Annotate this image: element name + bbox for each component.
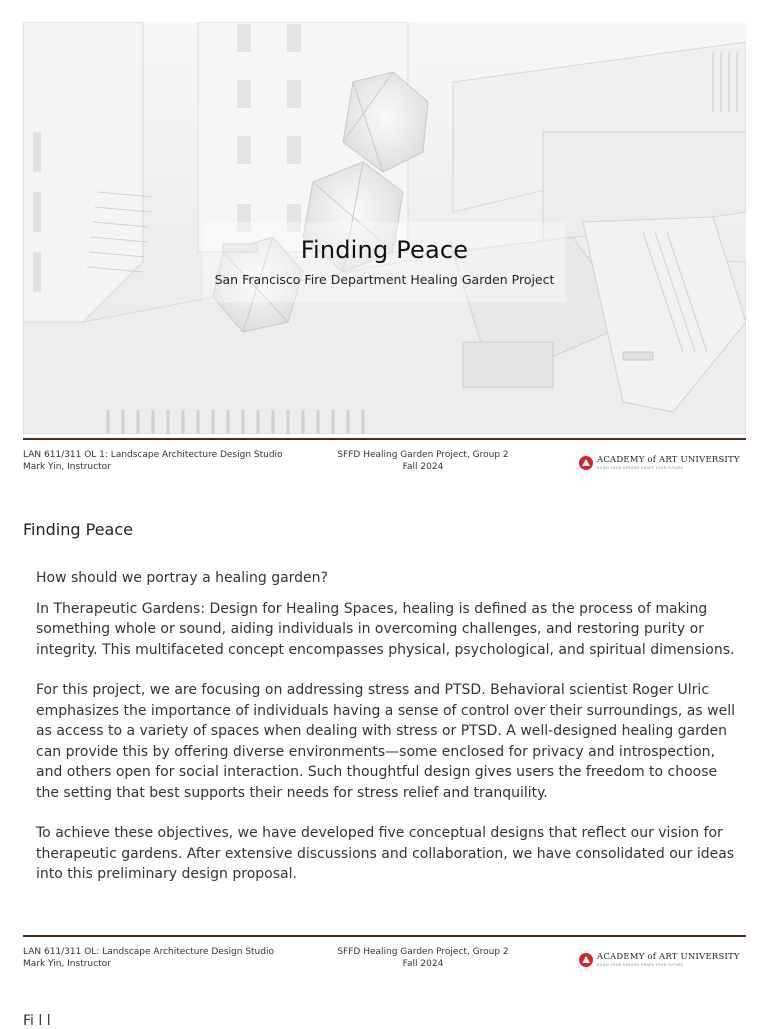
project-label: SFFD Healing Garden Project, Group 2: [337, 947, 509, 957]
logo-tagline: BUILD YOUR DREAMS SHAPE YOUR FUTURE: [597, 963, 684, 967]
logo-name: ACADEMY of ART UNIVERSITY: [597, 952, 740, 962]
footer-project-info: [323, 449, 523, 473]
paragraph-definition: In Therapeutic Gardens: Design for Healing Spaces, healing is defined as the process of making something whole or sound, aiding individuals in overcoming challenges, and restoring purity or integrity. This multifaceted concept encompasses physical, psychological, and spiritual dimensions.: [36, 600, 735, 658]
term-label: Fall 2024: [402, 462, 444, 472]
logo-name: ACADEMY of ART UNIVERSITY: [597, 455, 740, 465]
footer-course-info: [23, 449, 283, 473]
university-logo: [579, 952, 740, 967]
section-title: Finding Peace: [23, 520, 133, 539]
section-body: [36, 568, 736, 905]
paragraph-focus: For this project, we are focusing on addressing stress and PTSD. Behavioral scientist Roger Ulric emphasizes the importance of individuals having a sense of control over their surroundings, as well as access to a variety of spaces when dealing with stress or PTSD. A well-designed healing garden can provide this by offering diverse environments—some enclosed for privacy and introspection, and others open for social interaction. Such thoughtful design gives users the freedom to choose the setting that best supports their needs for stress relief and tranquility.: [36, 682, 735, 801]
intro-question: How should we portray a healing garden?: [36, 570, 328, 586]
hero-title: Finding Peace: [300, 236, 469, 264]
university-logo: [579, 455, 740, 470]
term-label: Fall 2024: [402, 959, 444, 969]
footer-course-info: [23, 946, 274, 970]
course-label: LAN 611/311 OL 1: Landscape Architecture Design Studio: [23, 450, 283, 460]
footer-divider: [23, 935, 746, 937]
next-page-title-fragment: Fi l l: [23, 1013, 51, 1029]
logo-tagline: BUILD YOUR DREAMS SHAPE YOUR FUTURE: [597, 466, 684, 470]
footer-project-info: [323, 946, 523, 970]
university-logo-icon: [579, 953, 593, 967]
course-label: LAN 611/311 OL: Landscape Architecture Design Studio: [23, 947, 274, 957]
instructor-label: Mark Yin, Instructor: [23, 959, 111, 969]
footer-divider: [23, 438, 746, 440]
hero-subtitle: San Francisco Fire Department Healing Garden Project: [214, 272, 555, 287]
hero-rendering: [23, 22, 746, 434]
project-label: SFFD Healing Garden Project, Group 2: [337, 450, 509, 460]
university-logo-icon: [579, 456, 593, 470]
paragraph-objectives: To achieve these objectives, we have developed five conceptual designs that reflect our vision for therapeutic gardens. After extensive discussions and collaboration, we have consolidated our ideas into this preliminary design proposal.: [36, 825, 735, 882]
instructor-label: Mark Yin, Instructor: [23, 462, 111, 472]
garden-render-illustration: [23, 22, 746, 434]
